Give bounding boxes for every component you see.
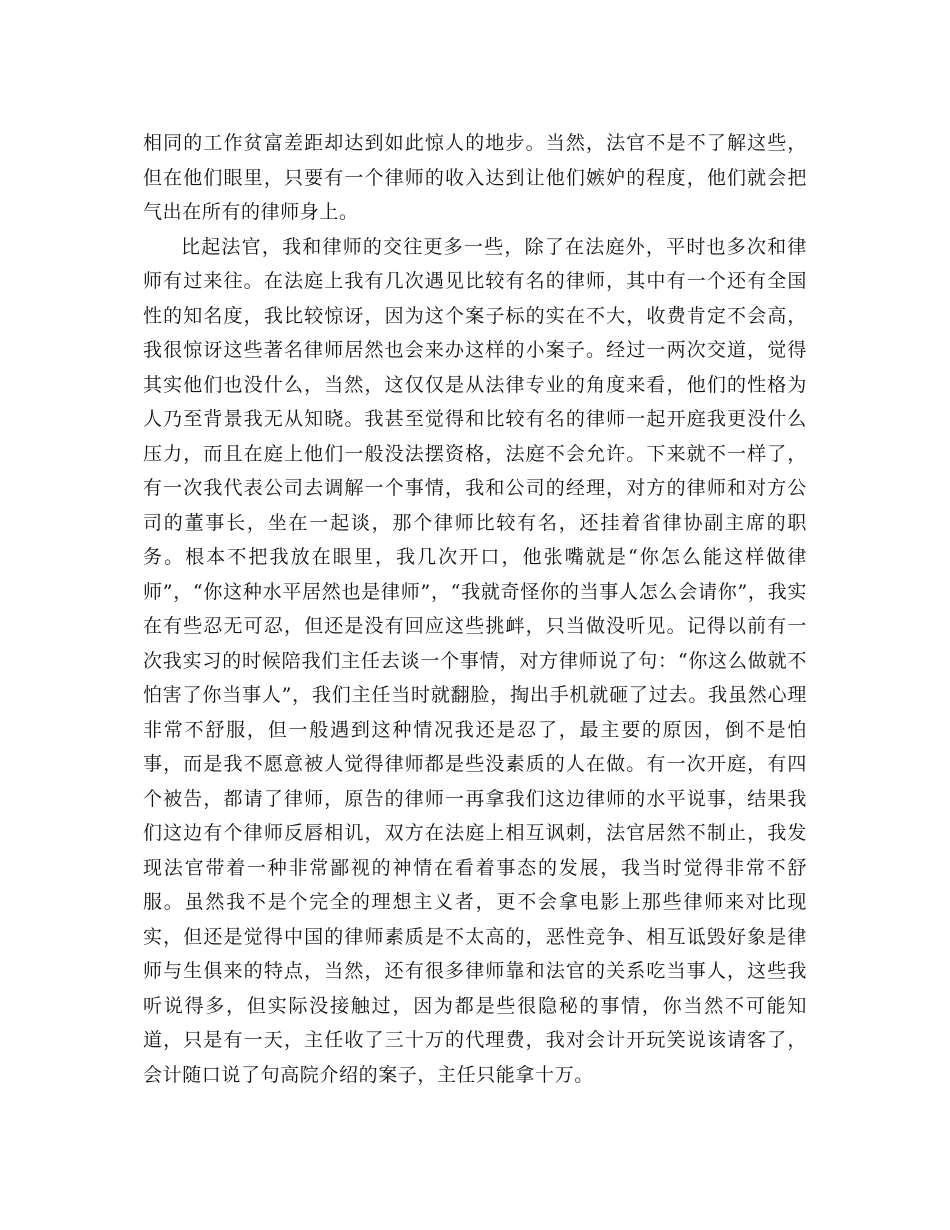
paragraph-continued: 相同的工作贫富差距却达到如此惊人的地步。当然，法官不是不了解这些，但在他们眼里，只要有一个律师的收入达到让他们嫉妒的程度，他们就会把气出在所有的律师身上。 bbox=[143, 132, 807, 223]
paragraph-lawyers: 比起法官，我和律师的交往更多一些，除了在法庭外，平时也多次和律师有过来往。在法庭上我有几次遇见比较有名的律师，其中有一个还有全国性的知名度，我比较惊讶，因为这个案子标的实在不大，收费肯定不会高，我很惊讶这些著名律师居然也会来办这样的小案子。经过一两次交道，觉得其实他们也没什么，当然，这仅仅是从法律专业的角度来看，他们的性格为人乃至背景我无从知晓。我甚至觉得和比较有名的律师一起开庭我更没什么压力，而且在庭上他们一般没法摆资格，法庭不会允许。下来就不一样了，有一次我代表公司去调解一个事情，我和公司的经理，对方的律师和对方公司的董事长，坐在一起谈，那个律师比较有名，还挂着省律协副主席的职务。根本不把我放在眼里，我几次开口，他张嘴就是“你怎么能这样做律师”，“你这种水平居然也是律师”，“我就奇怪你的当事人怎么会请你”，我实在有些忍无可忍，但还是没有回应这些挑衅，只当做没听见。记得以前有一次我实习的时候陪我们主任去谈一个事情，对方律师说了句：“你这么做就不怕害了你当事人”，我们主任当时就翻脸，掏出手机就砸了过去。我虽然心理非常不舒服，但一般遇到这种情况我还是忍了，最主要的原因，倒不是怕事，而是我不愿意被人觉得律师都是些没素质的人在做。有一次开庭，有四个被告，都请了律师，原告的律师一再拿我们这边律师的水平说事，结果我们这边有个律师反唇相讥，双方在法庭上相互讽刺，法官居然不制止，我发现法官带着一种非常鄙视的神情在看着事态的发展，我当时觉得非常不舒服。虽然我不是个完全的理想主义者，更不会拿电影上那些律师来对比现实，但还是觉得中国的律师素质是不太高的，恶性竞争、相互诋毁好象是律师与生俱来的特点，当然，还有很多律师靠和法官的关系吃当事人，这些我听说得多，但实际没接触过，因为都是些很隐秘的事情，你当然不可能知道，只是有一天，主任收了三十万的代理费，我对会计开玩笑说该请客了，会计随口说了句高院介绍的案子，主任只能拿十万。 bbox=[143, 235, 807, 1086]
document-body bbox=[143, 126, 807, 1092]
